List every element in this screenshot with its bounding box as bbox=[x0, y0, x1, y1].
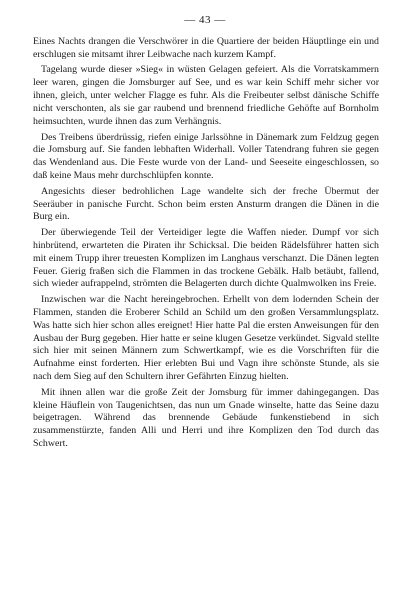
paragraph: Inzwischen war die Nacht hereingebrochen. Erhellt von dem lodernden Schein der Flammen, standen die Eroberer Schild an Schild um den großen Versammlungsplatz. Was hatte sich hier schon alles ereignet! Hier hatte Pal die ersten Anweisungen für den Ausbau der Burg gegeben. Hier hatte er seine klugen Gesetze verkündet. Sigvald stellte sich hier mit seinen Männern zum Schwertkampf, wie es die Vorschriften für die Aufnahme einst forderten. Hier erlebten Bui und Vagn ihre schönste Stunde, als sie nach dem Sieg auf den Schultern ihrer Gefährten Einzug hielten. bbox=[33, 294, 379, 383]
body-text bbox=[33, 36, 379, 454]
page-number: — 43 — bbox=[184, 14, 226, 26]
paragraph: Angesichts dieser bedrohlichen Lage wandelte sich der freche Übermut der Seeräuber in panische Furcht. Schon beim ersten Ansturm drangen die Dänen in die Burg ein. bbox=[33, 185, 379, 223]
paragraph: Mit ihnen allen war die große Zeit der Jomsburg für immer dahingegangen. Das kleine Häuflein von Taugenichtsen, das nun um Gnade winselte, hatte das Seine dazu beigetragen. Während das brennende Gebäude funkenstiebend in sich zusammenstürzte, fanden Alli und Herri und ihre Komplizen den Tod durch das Schwert. bbox=[33, 386, 379, 450]
paragraph: Der überwiegende Teil der Verteidiger legte die Waffen nieder. Dumpf vor sich hinbrütend, erwarteten die Piraten ihr Schicksal. Die beiden Rädelsführer hatten sich mit einem Trupp ihrer treuesten Komplizen im Langhaus verschanzt. Die Dänen legten Feuer. Gierig fraßen sich die Flammen in das trockene Gebälk. Halb betäubt, fallend, sich wieder aufrappelnd, strömten die Belagerten durch dichte Qualmwolken ins Freie. bbox=[33, 227, 379, 290]
paragraph: Eines Nachts drangen die Verschwörer in die Quartiere der beiden Häuptlinge ein und erschlugen sie mitsamt ihrer Leibwache nach kurzem Kampf. bbox=[33, 36, 379, 60]
paragraph: Tagelang wurde dieser »Sieg« in wüsten Gelagen gefeiert. Als die Vorratskammern leer waren, gingen die Jomsburger auf See, und es war kein Schiff mehr sicher vor ihnen, gleich, unter welcher Flagge es fuhr. Als die Freibeuter selbst dänische Schiffe nicht verschonten, als sie gar raubend und brennend friedliche Gehöfte auf Bornholm heimsuchten, wurde ihnen das zum Verhängnis. bbox=[33, 64, 379, 127]
paragraph: Des Treibens überdrüssig, riefen einige Jarlssöhne in Dänemark zum Feldzug gegen die Jomsburg auf. Sie fanden lebhaften Widerhall. Voller Tatendrang fuhren sie gegen das Wendenland aus. Die Feste wurde von der Land- und Seeseite eingeschlossen, so daß keine Maus mehr durchschlüpfen konnte. bbox=[33, 131, 379, 182]
